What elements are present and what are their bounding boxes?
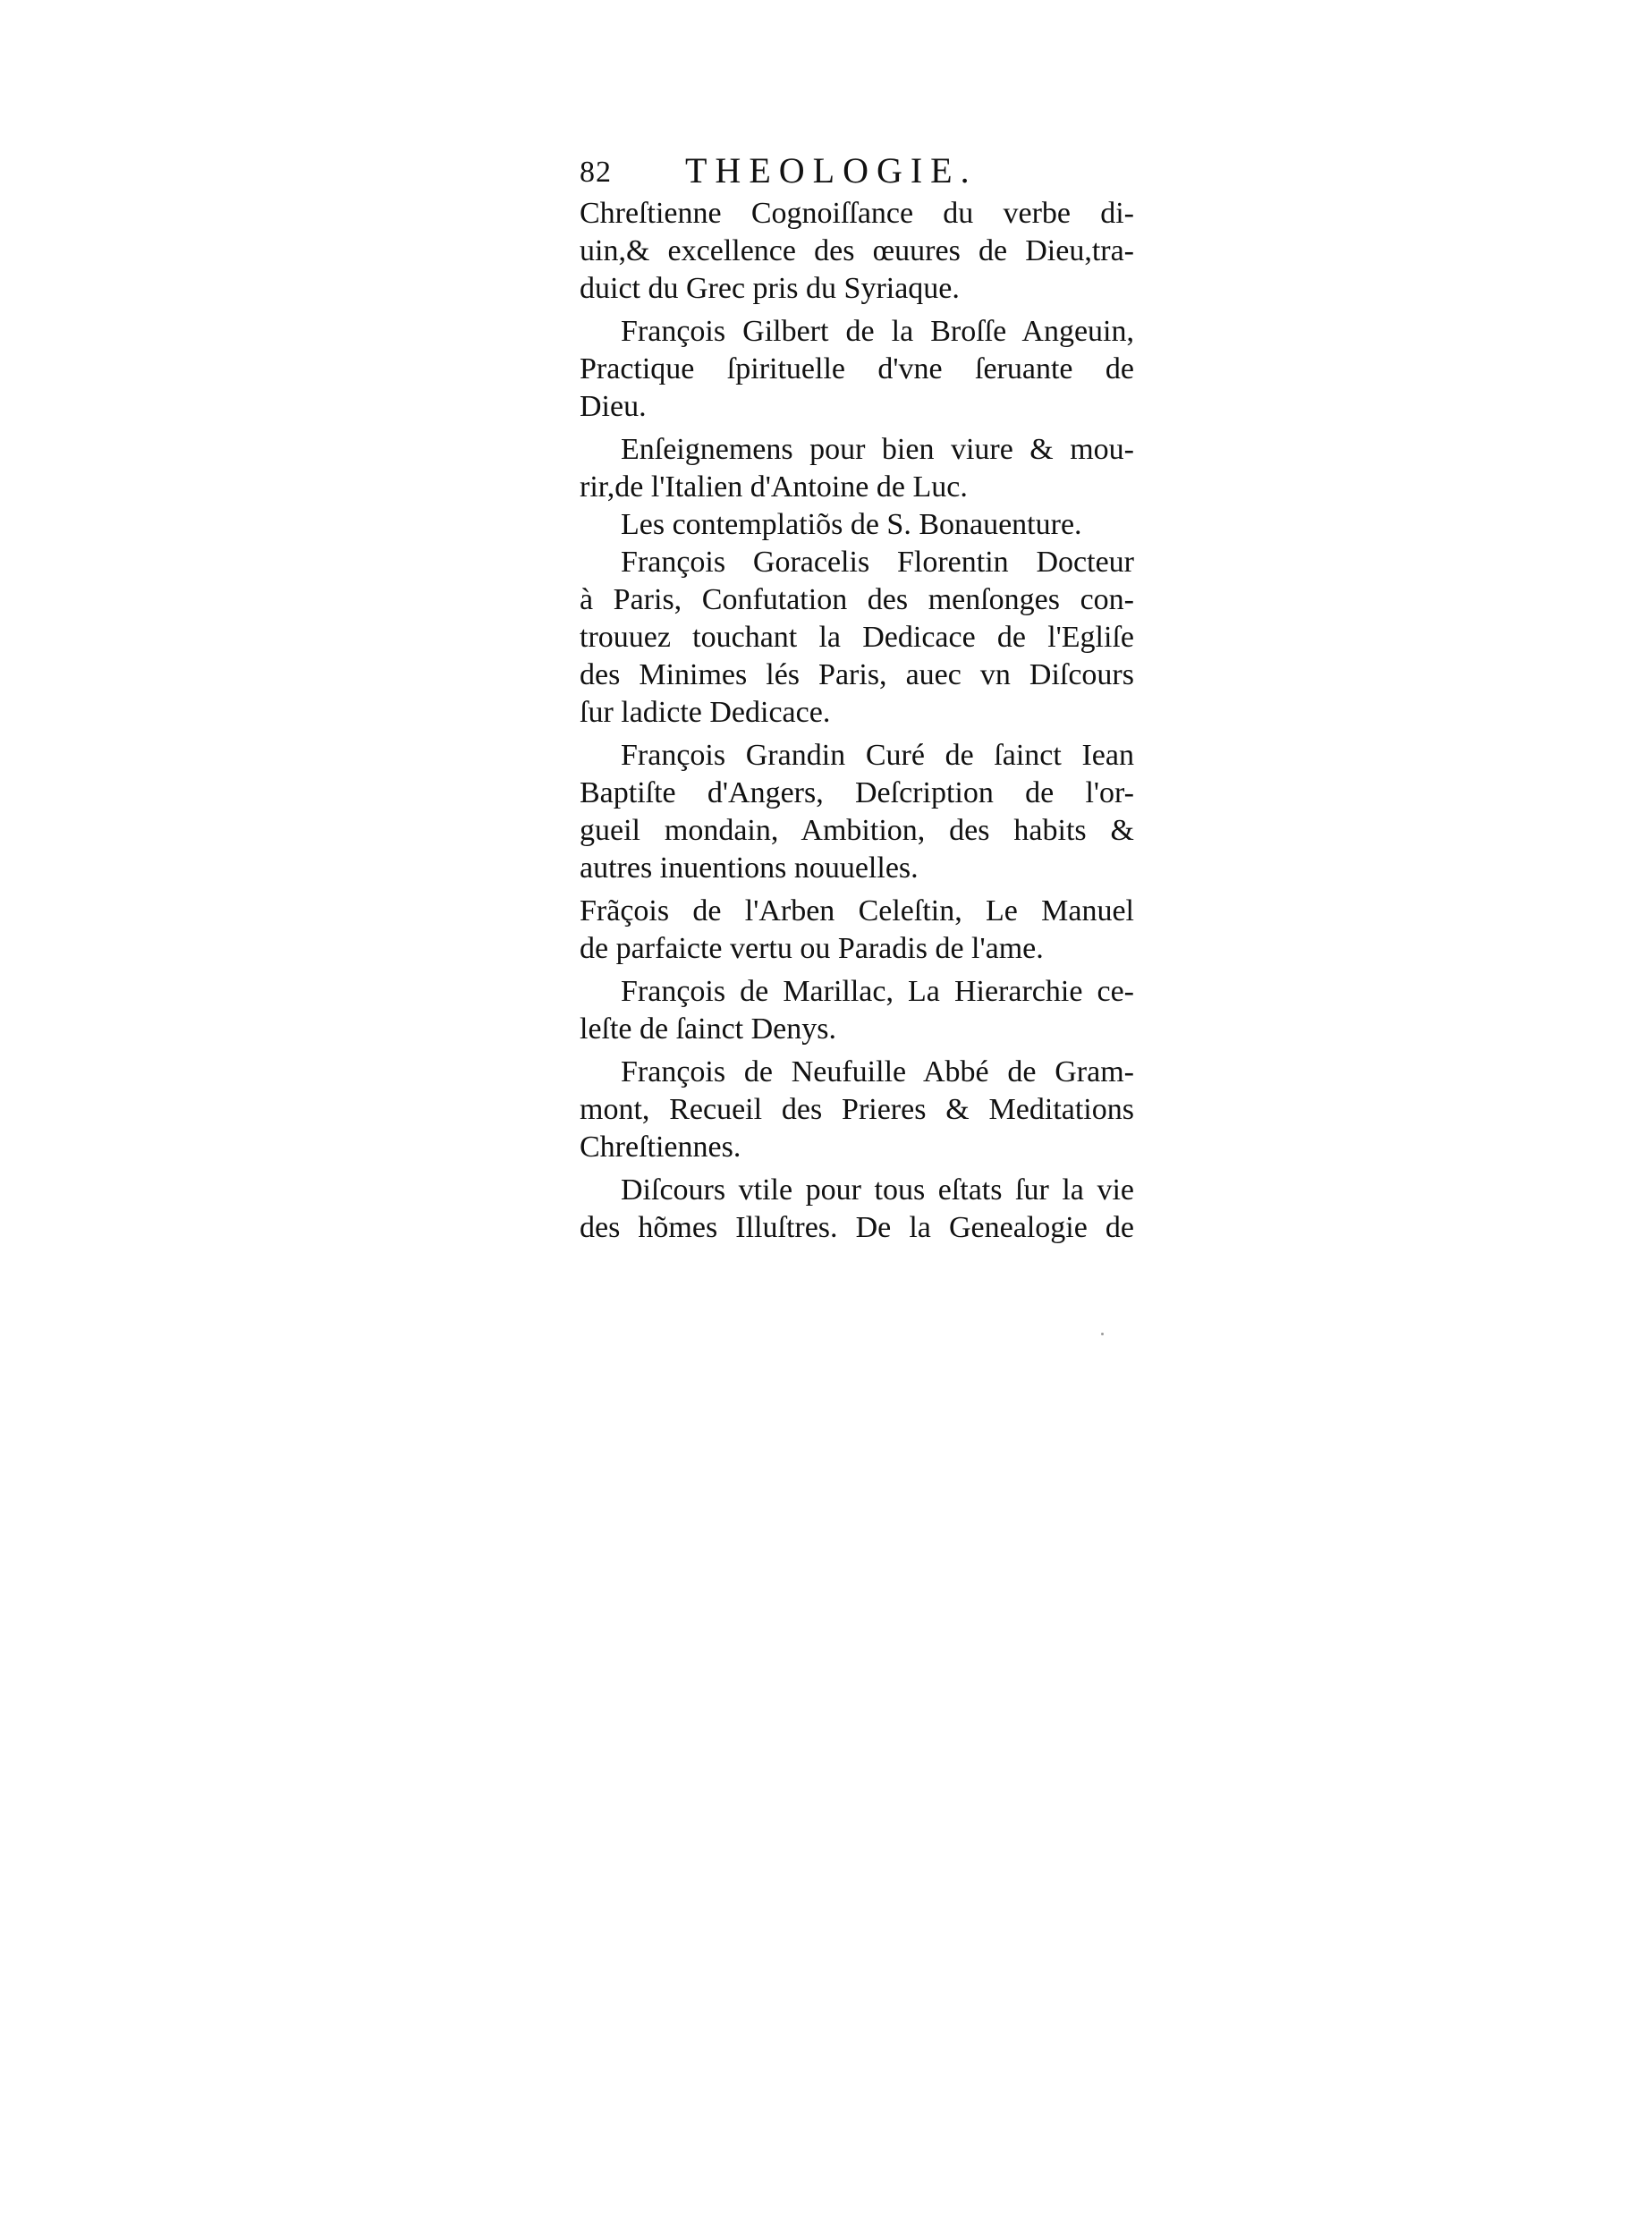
entry-line: Diſcours vtile pour tous eſtats ſur la vie	[621, 1173, 1134, 1207]
entry-line: Practique ſpirituelle d'vne ſeruante de	[580, 352, 1134, 385]
entry-line: des Minimes lés Paris, auec vn Diſcours	[580, 658, 1134, 691]
catalog-entry	[580, 973, 1134, 1048]
entry-line: rir,de l'Italien d'Antoine de Luc.	[580, 470, 968, 504]
entry-line: leſte de ſainct Denys.	[580, 1012, 837, 1046]
catalog-entry	[580, 737, 1134, 887]
scan-speck	[1101, 1333, 1104, 1335]
entry-line: duict du Grec pris du Syriaque.	[580, 272, 960, 305]
entry-line: Chreſtienne Cognoiſſance du verbe di-	[580, 197, 1134, 230]
entry-line: mont, Recueil des Prieres & Meditations	[580, 1093, 1134, 1126]
running-title: THEOLOGIE.	[685, 150, 978, 191]
catalog-entry	[580, 893, 1134, 968]
entry-line: Chreſtiennes.	[580, 1131, 741, 1164]
running-head	[580, 152, 1134, 195]
entry-line: Enſeignemens pour bien viure & mou-	[621, 433, 1134, 466]
entry-line: uin,& excellence des œuures de Dieu,tra-	[580, 234, 1134, 267]
entry-line: gueil mondain, Ambition, des habits &	[580, 814, 1134, 847]
entry-line: François de Marillac, La Hierarchie ce-	[621, 975, 1134, 1008]
entry-line: Baptiſte d'Angers, Deſcription de l'or-	[580, 776, 1134, 809]
entry-line: trouuez touchant la Dedicace de l'Egliſe	[580, 621, 1134, 654]
entry-line: à Paris, Confutation des menſonges con-	[580, 583, 1134, 616]
text-column	[580, 152, 1134, 1247]
entry-line: des hõmes Illuſtres. De la Genealogie de	[580, 1211, 1134, 1244]
entry-line: François Grandin Curé de ſainct Iean	[621, 739, 1134, 772]
catalog-entry	[580, 195, 1134, 308]
catalog-entry	[580, 506, 1134, 544]
entry-line: de parfaicte vertu ou Paradis de l'ame.	[580, 932, 1044, 965]
catalog-entry	[580, 544, 1134, 732]
catalog-entry	[580, 1172, 1134, 1247]
entry-line: Frãçois de l'Arben Celeſtin, Le Manuel	[580, 894, 1134, 927]
catalog-entry	[580, 1054, 1134, 1166]
entry-line: François Goracelis Florentin Docteur	[621, 546, 1134, 579]
page-number: 82	[580, 156, 612, 189]
entry-line: François de Neufuille Abbé de Gram-	[621, 1055, 1134, 1088]
entry-line: Les contemplatiõs de S. Bonauenture.	[621, 508, 1082, 541]
entry-line: ſur ladicte Dedicace.	[580, 696, 831, 729]
entry-line: François Gilbert de la Broſſe Angeuin,	[621, 315, 1134, 348]
entry-line: autres inuentions nouuelles.	[580, 851, 919, 885]
catalog-entry	[580, 431, 1134, 506]
entry-line: Dieu.	[580, 390, 647, 423]
catalog-entry	[580, 313, 1134, 426]
